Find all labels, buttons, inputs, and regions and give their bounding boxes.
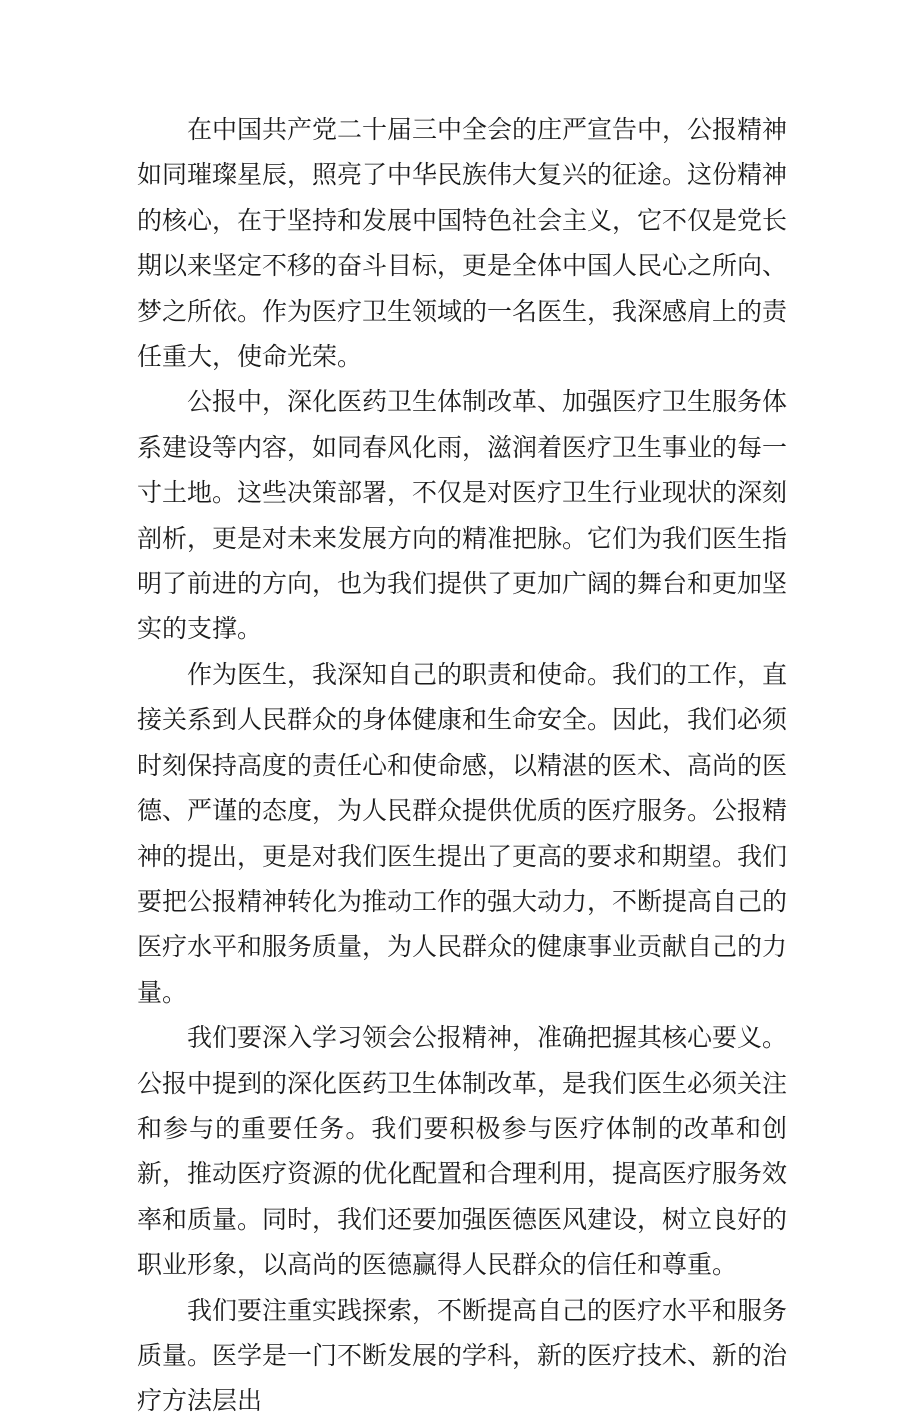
paragraph-1: 在中国共产党二十届三中全会的庄严宣告中，公报精神如同璀璨星辰，照亮了中华民族伟大复兴的征途。这份精神的核心，在于坚持和发展中国特色社会主义，它不仅是党长期以来坚定不移的奋斗目标，更是全体中国人民心之所向、梦之所依。作为医疗卫生领域的一名医生，我深感肩上的责任重大，使命光荣。	[137, 115, 788, 372]
document-body	[137, 107, 787, 1424]
paragraph-3: 作为医生，我深知自己的职责和使命。我们的工作，直接关系到人民群众的身体健康和生命安全。因此，我们必须时刻保持高度的责任心和使命感，以精湛的医术、高尚的医德、严谨的态度，为人民群众提供优质的医疗服务。公报精神的提出，更是对我们医生提出了更高的要求和期望。我们要把公报精神转化为推动工作的强大动力，不断提高自己的医疗水平和服务质量，为人民群众的健康事业贡献自己的力量。	[137, 659, 788, 1007]
paragraph-4: 我们要深入学习领会公报精神，准确把握其核心要义。公报中提到的深化医药卫生体制改革，是我们医生必须关注和参与的重要任务。我们要积极参与医疗体制的改革和创新，推动医疗资源的优化配置和合理利用，提高医疗服务效率和质量。同时，我们还要加强医德医风建设，树立良好的职业形象，以高尚的医德赢得人民群众的信任和尊重。	[137, 1023, 788, 1280]
paragraph-2: 公报中，深化医药卫生体制改革、加强医疗卫生服务体系建设等内容，如同春风化雨，滋润着医疗卫生事业的每一寸土地。这些决策部署，不仅是对医疗卫生行业现状的深刻剖析，更是对未来发展方向的精准把脉。它们为我们医生指明了前进的方向，也为我们提供了更加广阔的舞台和更加坚实的支撑。	[137, 387, 788, 644]
paragraph-5: 我们要注重实践探索，不断提高自己的医疗水平和服务质量。医学是一门不断发展的学科，新的医疗技术、新的治疗方法层出	[137, 1295, 788, 1416]
